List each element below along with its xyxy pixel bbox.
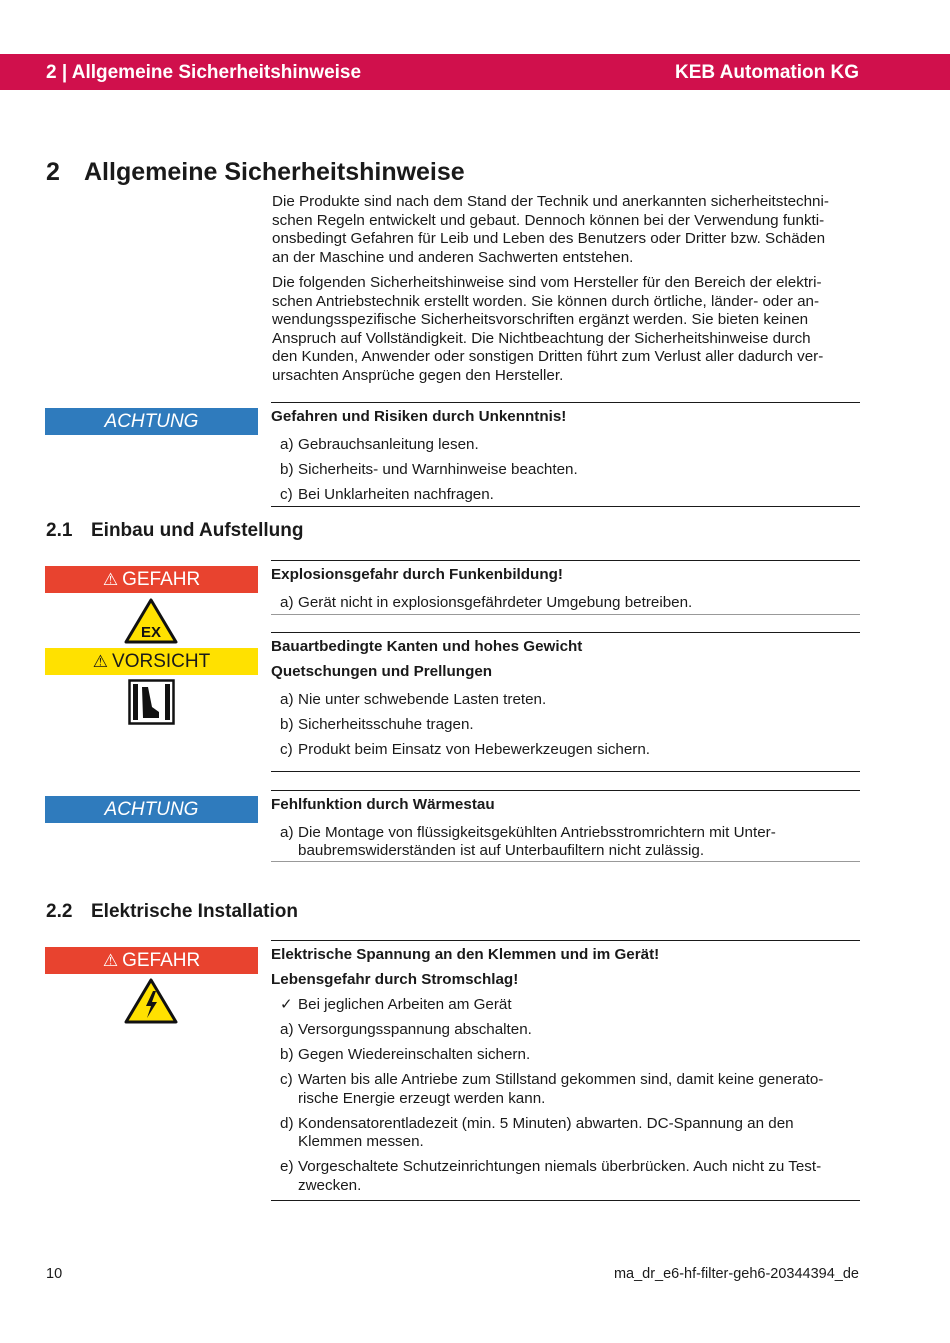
list-text: Gebrauchsanleitung lesen. xyxy=(298,435,479,453)
electrical-hazard-icon xyxy=(124,978,178,1024)
header-company: KEB Automation KG xyxy=(674,62,859,83)
list-text: Warten bis alle Antriebe zum Stillstand gekommen sind, damit keine generato- xyxy=(298,1071,824,1088)
list-text: Gegen Wiedereinschalten sichern. xyxy=(298,1046,531,1063)
list-text: zwecken. xyxy=(298,1176,362,1194)
checkmark-icon: ✓ xyxy=(280,996,293,1013)
list-marker: a) xyxy=(280,593,294,611)
list-item xyxy=(271,1021,860,1040)
danger-subtitle: Lebensgefahr durch Stromschlag! xyxy=(271,971,519,988)
text-line: Anspruch auf Vollständigkeit. Die Nichtbeachtung der Sicherheitshinweise durch xyxy=(272,329,811,347)
list-item xyxy=(271,486,860,505)
list-marker: c) xyxy=(280,1071,293,1088)
list-text: Vorgeschaltete Schutzeinrichtungen niemals überbrücken. Auch nicht zu Test- xyxy=(298,1158,822,1175)
warning-triangle-icon: ⚠ xyxy=(102,570,119,589)
text-line: schen Regeln entwickelt und gebaut. Dennoch können bei der Verwendung funkti- xyxy=(272,211,825,229)
list-text: rische Energie erzeugt werden kann. xyxy=(298,1089,546,1107)
list-text: Die Montage von flüssigkeitsgekühlten Antriebsstromrichtern mit Unter- xyxy=(298,823,776,841)
list-item xyxy=(271,716,860,735)
caution-title: Bauartbedingte Kanten und hohes Gewicht xyxy=(271,638,583,655)
list-text: Nie unter schwebende Lasten treten. xyxy=(298,690,547,708)
list-item xyxy=(271,594,860,613)
text-line: den Kunden, Anwender oder sonstigen Dritten führt zum Verlust aller dadurch ver- xyxy=(272,348,824,366)
notice-title: Fehlfunktion durch Wärmestau xyxy=(271,796,495,813)
list-text: Versorgungsspannung abschalten. xyxy=(298,1021,532,1038)
section-heading-2-2 xyxy=(46,901,298,923)
text-line: schen Antriebstechnik erstellt worden. Sie können durch örtliche, länder- oder an- xyxy=(272,292,820,310)
list-marker: c) xyxy=(280,740,293,758)
list-text: Bei Unklarheiten nachfragen. xyxy=(298,485,494,503)
label-text: GEFAHR xyxy=(122,950,201,971)
list-text: Sicherheits- und Warnhinweise beachten. xyxy=(298,460,578,478)
list-text: Sicherheitsschuhe tragen. xyxy=(298,715,474,733)
list-marker: c) xyxy=(280,485,293,503)
text-line: onsbedingt Gefahren für Leib und Leben des Benutzers oder Dritter bzw. Schäden xyxy=(272,230,826,248)
list-marker: a) xyxy=(280,690,294,708)
ex-symbol-text: EX xyxy=(140,624,162,641)
list-item xyxy=(271,1046,860,1065)
list-item xyxy=(271,461,860,480)
caution-subtitle: Quetschungen und Prellungen xyxy=(271,663,493,680)
text-line: Die folgenden Sicherheitshinweise sind vom Hersteller für den Bereich der elektri- xyxy=(272,274,822,291)
list-item xyxy=(271,691,860,710)
caution-box xyxy=(271,632,860,772)
warning-triangle-icon: ⚠ xyxy=(92,652,109,671)
list-item xyxy=(271,1158,860,1195)
label-text: GEFAHR xyxy=(122,569,201,590)
list-marker: a) xyxy=(280,1021,294,1038)
section-title: Einbau und Aufstellung xyxy=(91,520,304,541)
notice-box xyxy=(271,402,860,507)
notice-title: Gefahren und Risiken durch Unkenntnis! xyxy=(271,408,567,425)
list-text: Gerät nicht in explosionsgefährdeter Umgebung betreiben. xyxy=(298,593,693,611)
list-text: Bei jeglichen Arbeiten am Gerät xyxy=(298,996,512,1013)
list-marker: b) xyxy=(280,1046,294,1063)
danger-title: Elektrische Spannung an den Klemmen und im Gerät! xyxy=(271,946,660,963)
list-marker: d) xyxy=(280,1114,294,1132)
page-header xyxy=(0,54,950,90)
check-item xyxy=(271,996,860,1015)
list-item xyxy=(271,824,860,861)
list-marker: a) xyxy=(280,435,294,453)
crush-hazard-icon xyxy=(128,679,175,725)
text-line: an der Maschine und anderen Sachwerten entstehen. xyxy=(272,248,634,266)
list-marker: b) xyxy=(280,715,294,733)
text-line: ursachten Ansprüche gegen den Hersteller. xyxy=(272,366,564,384)
gefahr-label xyxy=(45,566,258,593)
notice-box xyxy=(271,790,860,862)
danger-box xyxy=(271,940,860,1201)
section-title: Elektrische Installation xyxy=(91,901,298,922)
achtung-label: ACHTUNG xyxy=(45,796,258,823)
intro-paragraph-1 xyxy=(272,193,862,267)
intro-paragraph-2 xyxy=(272,274,862,386)
text-line: wendungsspezifische Sicherheitsvorschriften ergänzt werden. Sie bieten keinen xyxy=(272,311,809,329)
gefahr-label xyxy=(45,947,258,974)
list-item xyxy=(271,1115,860,1152)
header-section: 2 | Allgemeine Sicherheitshinweise xyxy=(46,62,362,83)
text-line: Die Produkte sind nach dem Stand der Technik und anerkannten sicherheitstechni- xyxy=(272,193,829,210)
list-marker: a) xyxy=(280,823,294,841)
achtung-label: ACHTUNG xyxy=(45,408,258,435)
list-text: Klemmen messen. xyxy=(298,1133,424,1150)
list-item xyxy=(271,436,860,455)
list-text: baubremswiderständen ist auf Unterbaufiltern nicht zulässig. xyxy=(298,842,705,859)
document-id: ma_dr_e6-hf-filter-geh6-20344394_de xyxy=(613,1266,859,1282)
danger-title: Explosionsgefahr durch Funkenbildung! xyxy=(271,566,563,583)
list-item xyxy=(271,1071,860,1108)
warning-triangle-icon: ⚠ xyxy=(102,951,119,970)
title-text: Allgemeine Sicherheitshinweise xyxy=(84,158,465,186)
title-number: 2 xyxy=(46,158,60,186)
list-text: Produkt beim Einsatz von Hebewerkzeugen sichern. xyxy=(298,740,651,758)
list-item xyxy=(271,741,860,760)
section-number: 2.2 xyxy=(46,901,73,922)
list-text: Kondensatorentladezeit (min. 5 Minuten) abwarten. DC-Spannung an den xyxy=(298,1114,794,1132)
vorsicht-label xyxy=(45,648,258,675)
list-marker: e) xyxy=(280,1158,294,1175)
page-number: 10 xyxy=(46,1266,63,1282)
danger-box xyxy=(271,560,860,615)
explosion-hazard-icon xyxy=(124,598,178,644)
page-title xyxy=(46,158,465,187)
section-number: 2.1 xyxy=(46,520,73,541)
section-heading-2-1 xyxy=(46,520,304,542)
list-marker: b) xyxy=(280,460,294,478)
label-text: VORSICHT xyxy=(112,651,211,672)
